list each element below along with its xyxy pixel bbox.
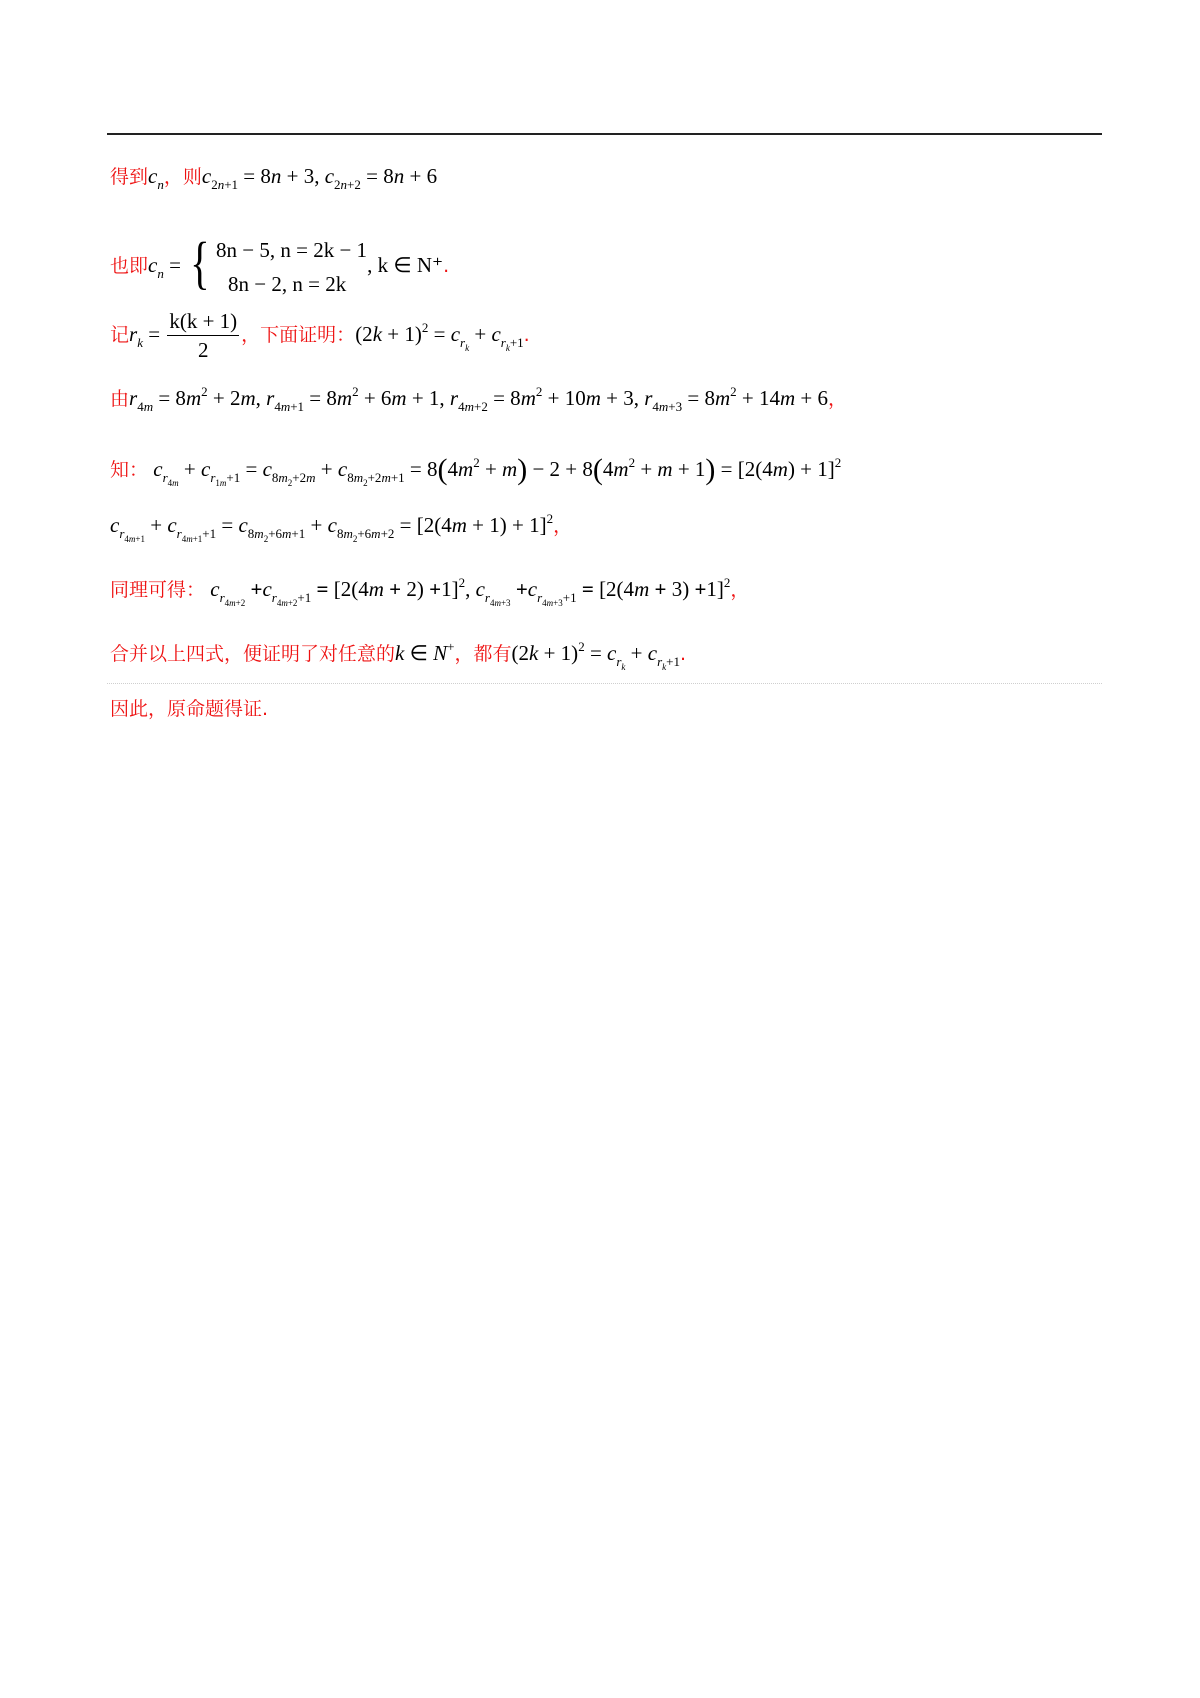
line-9 <box>110 698 268 719</box>
line-2-prefix: 也即 <box>110 255 149 277</box>
math-conclusion: $(2k + 1)^2 = c_{r_k} + c_{r_k+1}$ <box>511 639 680 672</box>
line-4-prefix: 由 <box>110 388 130 410</box>
case-domain: , k ∈ N⁺ <box>367 253 444 277</box>
line-4-end: ， <box>828 388 848 410</box>
line-3-mid: ，下面证明： <box>241 323 356 346</box>
math-claim: $(2k + 1)^2 = c_{r_k} + c_{r_k+1}$ <box>355 319 524 353</box>
line-3-prefix: 记 <box>110 323 130 346</box>
math-rk-def: $r_k$ = $\frac{k(k + 1)}{2}$ <box>129 309 238 362</box>
line-1-mid: ，则 <box>163 166 202 188</box>
line-4 <box>110 384 848 414</box>
line-3 <box>110 311 530 361</box>
math-cn: $c_n$ <box>148 164 164 192</box>
line-1 <box>110 164 438 192</box>
line-8-end: . <box>680 643 687 665</box>
line-5-prefix: 知： <box>110 459 149 481</box>
math-case-4m-plus-1: $c_{r_{4m+1}} + c_{r_{4m+1}+1} = c_{8m_2+6m+1} + c_{8m_2+6m+2} = [2(4m + 1) + 1]^2$ <box>110 511 554 544</box>
line-8-mid: ，都有 <box>454 643 512 665</box>
math-r4m-values: $r_{4m} = 8m^2 + 2m$, $r_{4m+1} = 8m^2 + 6m + 1$, $r_{4m+2} = 8m^2 + 10m + 3$, $r_{4m+3} = 8m^2 + 14m + 6$ <box>129 384 829 414</box>
header-rule <box>107 133 1102 135</box>
fraction-denominator: 2 <box>198 338 209 362</box>
line-7-prefix: 同理可得： <box>110 579 206 601</box>
math-c-odd-even: $c_{2n+1} = 8n + 3$, $c_{2n+2} = 8n + 6$ <box>201 164 438 192</box>
line-8-prefix: 合并以上四式，便证明了对任意的 <box>110 643 396 665</box>
line-6-end: ， <box>553 515 573 537</box>
line-6 <box>110 511 573 544</box>
math-k-in-n: k ∈ N+ <box>395 639 455 665</box>
math-case-4m-plus-2-3: $c_{r_{4m+2}} +c_{r_{4m+2}+1} = [2(4m + 2) +1]^2$, $c_{r_{4m+3}} +c_{r_{4m+3}+1} = [2(4m + 3) +1]^2$ <box>210 575 731 608</box>
dotted-separator <box>107 683 1102 684</box>
line-7-end: ， <box>730 579 750 601</box>
proof-conclusion: 因此，原命题得证. <box>110 698 269 720</box>
case-2: 8n − 2, n = 2k <box>228 272 347 297</box>
math-case-4m: $c_{r_{4m}} + c_{r_{1m}+1} = c_{8m_2+2m} + c_{8m_2+2m+1} = 8(4m^2 + m) - 2 + 8(4m^2 + m + 1) = [2(4m) + 1]^2$ <box>153 453 842 488</box>
line-3-end: . <box>523 323 530 346</box>
case-1: 8n − 5, n = 2k − 1 <box>216 238 368 263</box>
fraction-numerator: k(k + 1) <box>167 311 239 336</box>
line-1-prefix: 得到 <box>110 166 149 188</box>
line-8 <box>110 639 687 672</box>
line-5 <box>110 452 842 488</box>
line-2 <box>110 224 449 301</box>
line-7 <box>110 575 750 608</box>
math-cases: $c_n$ = { 8n − 5, n = 2k − 1 8n − 2, n = 2k , k ∈ N⁺ <box>148 253 443 277</box>
line-2-end: . <box>443 255 450 277</box>
